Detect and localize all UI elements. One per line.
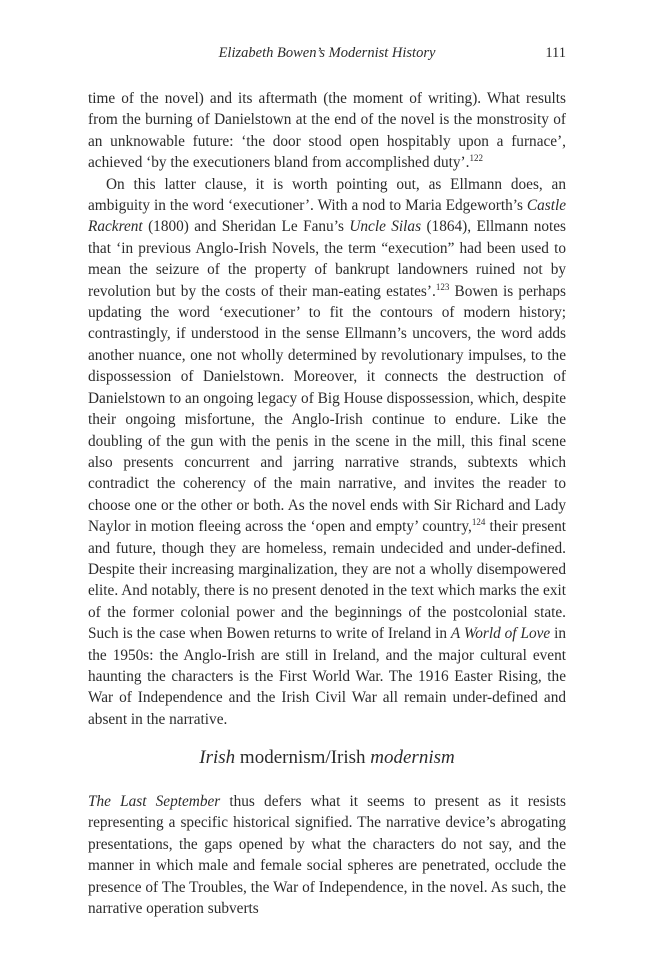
footnote-marker: 123 — [435, 281, 450, 292]
paragraph-continued — [88, 88, 566, 174]
heading-text: modernism/Irish — [235, 747, 371, 768]
paragraph-text: On this latter clause, it is worth pointing out, as Ellmann does, an ambiguity in the word ‘executioner’. With a nod to Maria Edgeworth’s — [88, 175, 566, 215]
paragraph — [88, 791, 566, 919]
work-title: A World of Love — [450, 625, 551, 643]
body-text-lower — [88, 791, 566, 919]
work-title: The Last September — [88, 793, 221, 810]
paragraph-text: their present and future, though they are homeless, remain undecided and under-defined. Despite their increasing marginalization, they are not a wholly disempowered elite. And notably, there is no present denoted in the text which marks the exit of the former colonial power and the beginnings of the postcolonial state. Such is the case when Bowen returns to write of Ireland in — [88, 518, 566, 643]
heading-italic-word: Irish — [199, 747, 236, 768]
paragraph-text: time of the novel) and its aftermath (the moment of writing). What results from the burning of Danielstown at the end of the novel is the monstrosity of an unknowable future: ‘the door stood open hospitably upon a furnace’, achieved ‘by the executioners bland from accomplished duty’. — [88, 90, 566, 172]
running-head-title: Elizabeth Bowen’s Modernist History — [218, 45, 436, 61]
footnote-marker: 124 — [471, 517, 486, 528]
work-title: Castle Rackrent — [88, 197, 566, 236]
running-head — [88, 45, 566, 65]
paragraph-text: (1800) and Sheridan Le Fanu’s — [142, 218, 350, 236]
paragraph-text: (1864), Ellmann notes that ‘in previous Anglo-Irish Novels, the term “execution” had been used to mean the seizure of the property of bankrupt landowners ruined not by revolution but by the costs of their man-eating estates’. — [88, 218, 566, 300]
footnote-marker: 122 — [469, 153, 483, 164]
paragraph-text: Bowen is perhaps updating the word ‘executioner’ to fit the contours of modern history; contrastingly, if understood in the sense Ellmann’s uncovers, the word adds another nuance, one not wholly determined by revolutionary impulses, to the dispossession of Danielstown. Moreover, it connects the destruction of Danielstown to an ongoing legacy of Big House dispossession, which, despite their ongoing misfortune, the Anglo-Irish continue to endure. Like the doubling of the gun with the penis in the scene in the mill, this final scene also presents concurrent and jarring narrative strands, subtexts which contradict the coherency of the main narrative, and invites the reader to choose one or the other or both. As the novel ends with Sir Richard and Lady Naylor in motion fleeing across the ‘open and empty’ country, — [88, 282, 566, 536]
paragraph-text: thus defers what it seems to present as it resists representing a specific historical signified. The narrative device’s abrogating presentations, the gaps opened by what the characters do not say, and the manner in which male and female social spheres are penetrated, occlude the presence of The Troubles, the War of Independence, in the novel. As such, the narrative operation subverts — [88, 793, 566, 918]
page-number: 111 — [545, 45, 566, 61]
section-heading — [88, 745, 566, 771]
body-text-upper — [88, 88, 566, 730]
work-title: Uncle Silas — [349, 218, 422, 236]
paragraph — [88, 174, 566, 731]
paragraph-text: in the 1950s: the Anglo-Irish are still in Ireland, and the major cultural event haunting the characters is the First World War. The 1916 Easter Rising, the War of Independence and the Irish Civil War all remain under-defined and absent in the narrative. — [88, 625, 566, 728]
heading-italic-word: modernism — [370, 747, 455, 768]
